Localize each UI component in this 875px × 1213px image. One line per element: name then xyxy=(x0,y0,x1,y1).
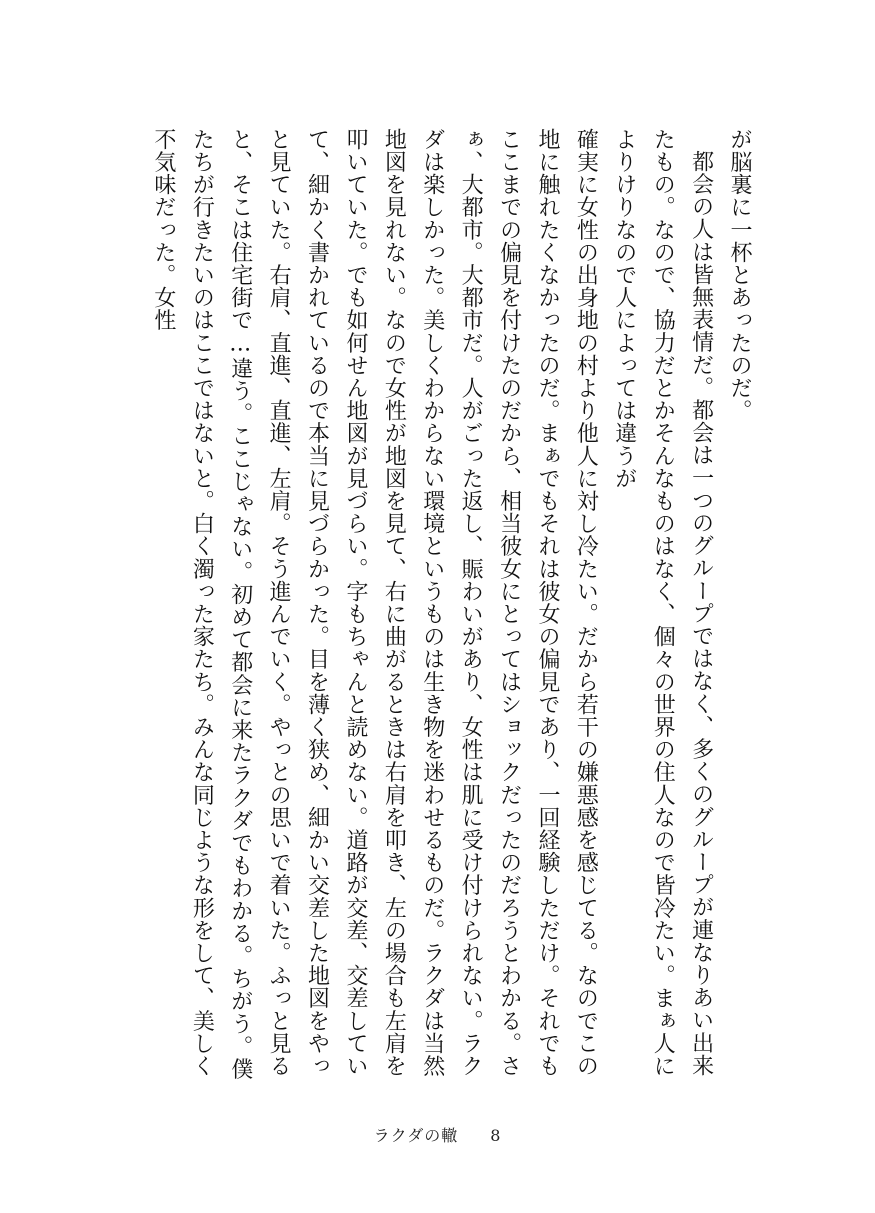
page-number: 8 xyxy=(490,1126,502,1145)
paragraph-continuation: が脳裏に一杯とあったのだ。 xyxy=(727,128,752,422)
paragraph-city-journey: 確実に女性の出身地の村より他人に対し冷たい。だから若干の嫌悪感を感じてる。なのでこの地に触れたくなかったのだ。まぁでもそれは彼女の偏見であり、一回経験しただけ。それでもここまでの偏見を付けたのだから、相当彼女にとってはショックだったのだろうとわかる。さぁ、大都市。大都市だ。人がごった返し、賑わいがあり、女性は肌に受け付けられない。ラクダは楽しかった。美しくわからない環境というものは生き物を迷わせるものだ。ラクダは当然地図を見れない。なので女性が地図を見て、右に曲がるときは右肩を叩き、左の場合も左肩を叩いていた。でも如何せん地図が見づらい。字もちゃんと読めない。道路が交差、交差していて、細かく書かれているので本当に見づらかった。目を薄く狭め、細かい交差した地図をやっと見ていた。右肩、直進、直進、左肩。そう進んでいく。やっとの思いで着いた。ふっと見ると、そこは住宅街で…違う。ここじゃない。初めて都会に来たラクダでもわかる。ちがう。僕たちが行きたいのはここではないと。白く濁った家たち。みんな同じような形をして、美しく不気味だった。女性 xyxy=(150,128,599,1081)
page-footer xyxy=(0,1123,875,1146)
book-title: ラクダの轍 xyxy=(373,1126,459,1145)
paragraph-city-people: 都会の人は皆無表情だ。都会は一つのグループではなく、多くのグループが連なりあい出来たもの。なので、協力だとかそんなものはなく、個々の世界の住人なので皆冷たい。まぁ人によりけりなので人によっては違うが xyxy=(611,128,714,1078)
vertical-text-body xyxy=(150,128,758,1090)
